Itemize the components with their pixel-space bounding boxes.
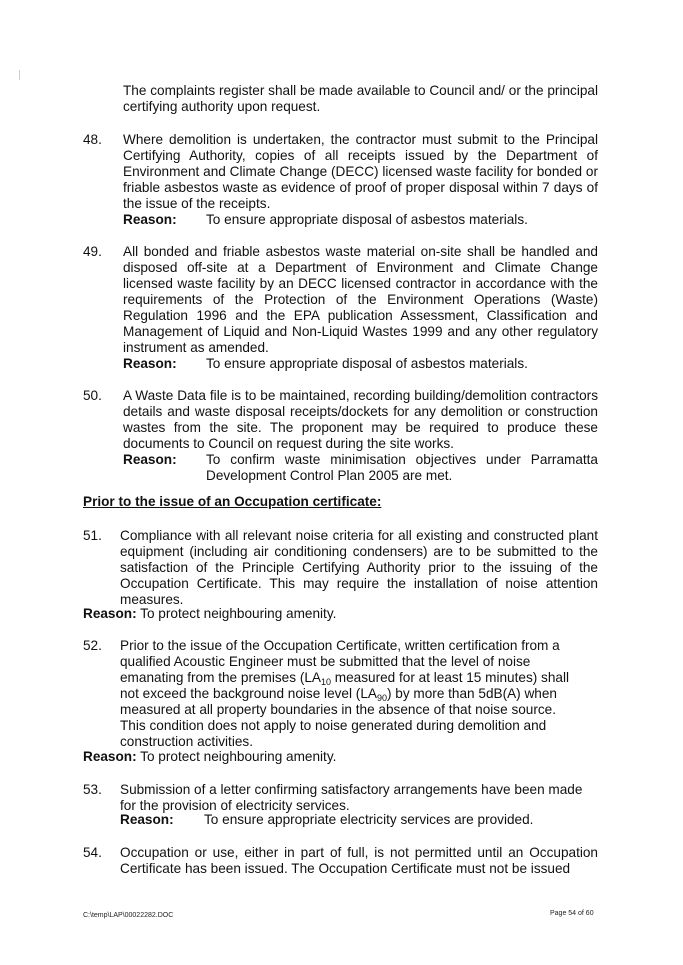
condition-52-text-part: ) by more than 5dB(A) when measured at all property boundaries in the absence of that noise source. This condition does not apply to noise generated during demolition and construction activities. bbox=[120, 686, 557, 749]
reason-text: To protect neighbouring amenity. bbox=[140, 606, 337, 621]
margin-mark bbox=[19, 70, 20, 80]
footer-page-number: Page 54 of 60 bbox=[550, 910, 594, 917]
condition-51-text: Compliance with all relevant noise criteria for all existing and constructed plant equipment (including air conditioning condensers) are to be submitted to the satisfaction of the Principle Certifying Authority prior to the issuing of the Occupation Certificate. This may require the installation of noise attention measures. bbox=[120, 528, 598, 607]
section-heading: Prior to the issue of an Occupation certificate: bbox=[83, 494, 382, 509]
footer-file-path: C:\temp\LAP\00022282.DOC bbox=[83, 912, 174, 919]
reason-label: Reason: bbox=[120, 812, 174, 827]
condition-52-text-part: measured for at least 15 minutes) shall not exceed the background noise level (LA bbox=[120, 670, 570, 701]
item-number: 49. bbox=[83, 244, 102, 259]
item-number: 54. bbox=[83, 845, 102, 860]
item-number: 50. bbox=[83, 388, 102, 403]
complaints-register-paragraph: The complaints register shall be made available to Council and/ or the principal certifying authority upon request. bbox=[123, 83, 598, 114]
condition-54-text: Occupation or use, either in part of full, is not permitted until an Occupation Certificate has been issued. The Occupation Certificate must not be issued bbox=[120, 845, 598, 876]
condition-52-text-part: Prior to the issue of the Occupation Certificate, written certification from a qualified Acoustic Engineer must be submitted that the level of noise emanating from the premises (LA bbox=[120, 638, 560, 685]
condition-51-reason bbox=[83, 606, 598, 622]
item-number: 51. bbox=[83, 528, 102, 543]
reason-label: Reason: bbox=[123, 452, 177, 467]
reason-label: Reason: bbox=[123, 212, 177, 227]
la10-subscript: 10 bbox=[320, 677, 331, 687]
reason-text: To ensure appropriate disposal of asbestos materials. bbox=[206, 356, 528, 371]
condition-52-text bbox=[120, 638, 582, 750]
condition-53-text: Submission of a letter confirming satisfactory arrangements have been made for the provision of electricity services. bbox=[120, 782, 583, 813]
reason-label: Reason: bbox=[83, 749, 137, 764]
item-number: 53. bbox=[83, 782, 102, 797]
la90-subscript: 90 bbox=[376, 693, 387, 703]
condition-52-reason bbox=[83, 749, 598, 765]
reason-label: Reason: bbox=[83, 606, 137, 621]
reason-text: To confirm waste minimisation objectives under Parramatta Development Control Plan 2005 are met. bbox=[206, 452, 598, 483]
item-number: 48. bbox=[83, 132, 102, 147]
reason-label: Reason: bbox=[123, 356, 177, 371]
reason-text: To protect neighbouring amenity. bbox=[140, 749, 337, 764]
condition-48-text: Where demolition is undertaken, the contractor must submit to the Principal Certifying Authority, copies of all receipts issued by the Department of Environment and Climate Change (DECC) licensed waste facility for bonded or friable asbestos waste as evidence of proof of proper disposal within 7 days of the issue of the receipts. bbox=[123, 132, 598, 211]
reason-text: To ensure appropriate disposal of asbestos materials. bbox=[206, 212, 528, 227]
condition-50-text: A Waste Data file is to be maintained, recording building/demolition contractors details and waste disposal receipts/dockets for any demolition or construction wastes from the site. The proponent may be required to produce these documents to Council on request during the site works. bbox=[123, 388, 598, 451]
item-number: 52. bbox=[83, 638, 102, 653]
reason-text: To ensure appropriate electricity services are provided. bbox=[204, 812, 534, 827]
condition-49-text: All bonded and friable asbestos waste material on-site shall be handled and disposed off-site at a Department of Environment and Climate Change licensed waste facility by an DECC licensed contractor in accordance with the requirements of the Protection of the Environment Operations (Waste) Regulation 1996 and the EPA publication Assessment, Classification and Management of Liquid and Non-Liquid Wastes 1999 and any other regulatory instrument as amended. bbox=[123, 244, 598, 355]
